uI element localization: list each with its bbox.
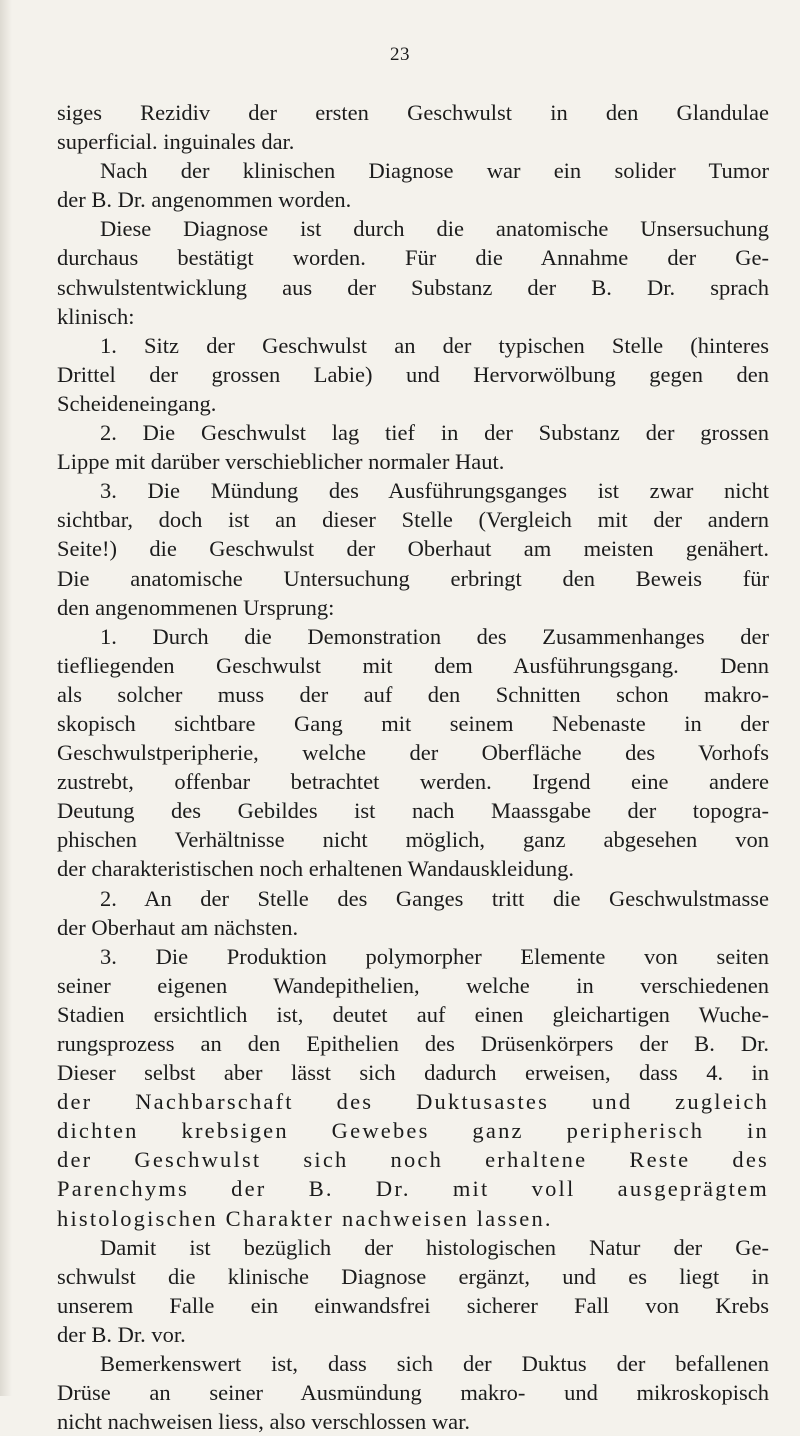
page-edge-shadow: [0, 0, 12, 1396]
text-line: Dieser selbst aber lässt sich dadurch erweisen, dass 4. in: [57, 1060, 769, 1086]
text-line: superficial. inguinales dar.: [57, 129, 295, 155]
text-line: Drüse an seiner Ausmündung makro- und mikroskopisch: [57, 1380, 769, 1406]
text-line: seiner eigenen Wandepithelien, welche in verschiedenen: [57, 972, 769, 998]
text-line: Scheideneingang.: [57, 390, 217, 416]
text-line: siges Rezidiv der ersten Geschwulst in den Glandulae: [57, 100, 769, 125]
text-line: nicht nachweisen liess, also verschlossen war.: [57, 1409, 471, 1435]
text-line: Bemerkenswert ist, dass sich der Duktus der befallenen: [100, 1351, 769, 1377]
text-line: durchaus bestätigt worden. Für die Annahme der Ge-: [57, 245, 769, 271]
text-line: Geschwulstperipherie, welche der Oberfläche des Vorhofs: [57, 740, 769, 766]
text-line: zustrebt, offenbar betrachtet werden. Irgend eine andere: [57, 769, 769, 795]
text-line: phischen Verhältnisse nicht möglich, ganz abgesehen von: [57, 827, 769, 853]
body-text: [57, 98, 769, 1436]
text-line: Deutung des Gebildes ist nach Maassgabe der topogra-: [57, 798, 769, 824]
text-line: tiefliegenden Geschwulst mit dem Ausführungsgang. Denn: [57, 652, 769, 678]
text-line: rungsprozess an den Epithelien des Drüsenkörpers der B. Dr.: [57, 1031, 769, 1056]
text-line: unserem Falle ein einwandsfrei sicherer Fall von Krebs: [57, 1292, 769, 1318]
text-line: der Nachbarschaft des Duktusastes und zugleich: [57, 1089, 769, 1115]
text-line: schwulstentwicklung aus der Substanz der B. Dr. sprach: [57, 274, 769, 300]
text-line: 2. Die Geschwulst lag tief in der Substanz der grossen: [100, 420, 769, 446]
text-line: den angenommenen Ursprung:: [57, 594, 335, 620]
text-line: Lippe mit darüber verschieblicher normaler Haut.: [57, 449, 505, 475]
text-line: 1. Sitz der Geschwulst an der typischen Stelle (hinteres: [100, 332, 769, 358]
text-line: Diese Diagnose ist durch die anatomische Unsersuchung: [100, 216, 769, 242]
text-line: Seite!) die Geschwulst der Oberhaut am meisten genähert.: [57, 536, 769, 562]
text-line: Damit ist bezüglich der histologischen Natur der Ge-: [100, 1234, 769, 1260]
text-line: Stadien ersichtlich ist, deutet auf einen gleichartigen Wuche-: [57, 1001, 769, 1027]
text-line: 3. Die Mündung des Ausführungsganges ist zwar nicht: [100, 478, 769, 504]
text-line: sichtbar, doch ist an dieser Stelle (Vergleich mit der andern: [57, 507, 769, 533]
text-line: der B. Dr. vor.: [57, 1321, 186, 1347]
text-line: schwulst die klinische Diagnose ergänzt, und es liegt in: [57, 1263, 769, 1289]
text-line: der Geschwulst sich noch erhaltene Reste des: [57, 1147, 769, 1173]
text-line: der charakteristischen noch erhaltenen Wandauskleidung.: [57, 856, 574, 882]
text-line: Parenchyms der B. Dr. mit voll ausgeprägtem: [57, 1176, 769, 1202]
text-line: Nach der klinischen Diagnose war ein solider Tumor: [100, 158, 769, 184]
text-line: als solcher muss der auf den Schnitten schon makro-: [57, 681, 769, 707]
text-line: dichten krebsigen Gewebes ganz peripherisch in: [57, 1118, 769, 1144]
page-number: 23: [390, 44, 410, 65]
text-line: Drittel der grossen Labie) und Hervorwölbung gegen den: [57, 361, 769, 387]
text-line: klinisch:: [57, 303, 135, 329]
text-line: 3. Die Produktion polymorpher Elemente von seiten: [100, 943, 769, 969]
text-line: Die anatomische Untersuchung erbringt den Beweis für: [57, 565, 769, 591]
text-line: 1. Durch die Demonstration des Zusammenhanges der: [100, 623, 769, 649]
text-line: 2. An der Stelle des Ganges tritt die Geschwulstmasse: [100, 885, 769, 911]
text-line: der B. Dr. angenommen worden.: [57, 187, 352, 213]
text-line: skopisch sichtbare Gang mit seinem Nebenaste in der: [57, 710, 769, 736]
text-line: der Oberhaut am nächsten.: [57, 914, 299, 940]
text-line: histologischen Charakter nachweisen lassen.: [57, 1205, 553, 1231]
